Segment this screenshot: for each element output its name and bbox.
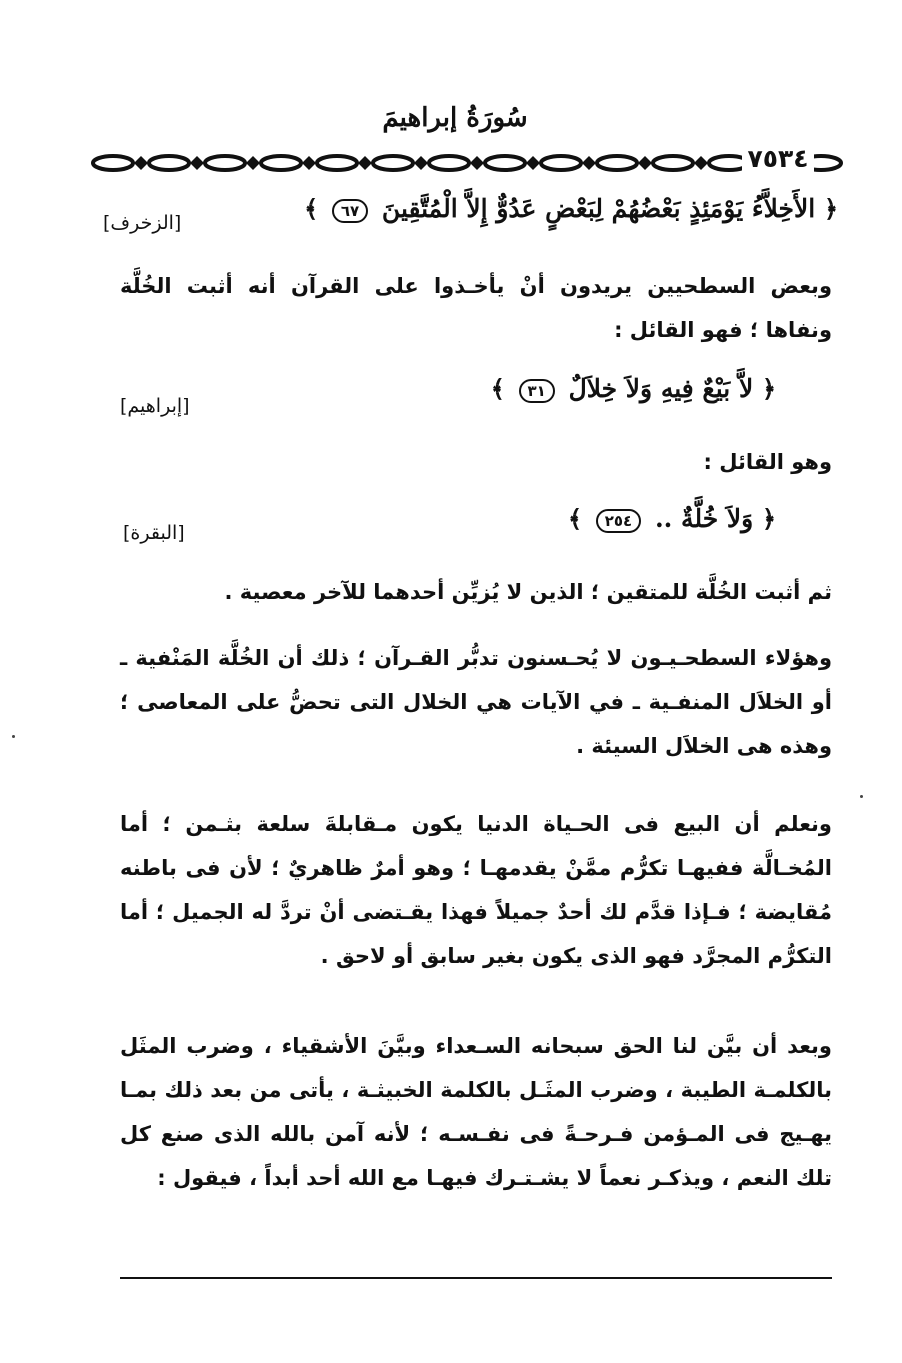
- verse-close-bracket: ﴾: [304, 195, 319, 223]
- paragraph-khulla-for-pious: ثم أثبت الخُلَّة للمتقين ؛ الذين لا يُزيِّن أحدهما للآخر معصية .: [224, 580, 832, 604]
- paragraph-superficial-claim: وبعض السطحيين يريدون أنْ يأخـذوا على القرآن أنه أثبت الخُلَّة ونفاها ؛ فهو القائل :: [120, 274, 832, 342]
- verse-number-badge: ٦٧: [332, 199, 368, 223]
- verse-open-bracket: ﴿: [761, 505, 776, 533]
- verse-close-bracket: ﴾: [567, 505, 583, 533]
- ornament-chain-divider: [88, 147, 848, 179]
- quran-verse-baqarah: [568, 504, 776, 533]
- verse-text: لاَّ بَيْعٌ فِيهِ وَلاَ خِلاَلٌ: [568, 374, 754, 403]
- quran-verse-ibrahim: [491, 374, 776, 403]
- paragraph-he-says: وهو القائل :: [703, 450, 832, 474]
- verse-text: وَلاَ خُلَّةٌ ..: [654, 504, 754, 533]
- verse-close-bracket: ﴾: [490, 375, 505, 403]
- footer-rule: [120, 1277, 832, 1279]
- quran-verse-zukhruf: [304, 194, 838, 223]
- verse-open-bracket: ﴿: [823, 195, 838, 223]
- surah-title: سُورَةُ إبراهيمَ: [382, 103, 528, 133]
- verse-number-badge: ٣١: [519, 379, 555, 403]
- verse-text: الأَخِلاَّءُ يَوْمَئِذٍ بَعْضُهُمْ لِبَعْضٍ عَدُوٌّ إِلاَّ الْمُتَّقِينَ: [381, 194, 816, 223]
- surah-reference-baqarah: [البقرة]: [123, 522, 185, 544]
- paragraph-negated-friendship: وهؤلاء السطحـيـون لا يُحـسنون تدبُّر القـرآن ؛ ذلك أن الخُلَّة المَنْفية ـ أو الخلاَل المنفـية ـ في الآيات هي الخلال التى تحضُّ على المعاصى ؛ وهذه هى الخلاَل السيئة .: [120, 646, 832, 758]
- surah-reference-zukhruf: [الزخرف]: [103, 212, 182, 234]
- verse-open-bracket: ﴿: [761, 375, 776, 403]
- paragraph-trade-and-generosity: ونعلم أن البيع فى الحـياة الدنيا يكون مـقابلةَ سلعة بثـمن ؛ أما المُخـالَّة ففيهـا تكرُّم ممَّنْ يقدمهـا ؛ وهو أمرٌ ظاهريٌ ؛ لأن فى باطنه مُقايضة ؛ فـإذا قدَّم لك أحدٌ جميلاً فهذا يقـتضى أنْ تردَّ له الجميل ؛ أما التكرُّم المجرَّد فهو الذى يكون بغير سابق أو لاحق .: [120, 812, 832, 968]
- surah-reference-ibrahim: [إبراهيم]: [120, 395, 190, 417]
- scan-speck: [12, 735, 15, 738]
- verse-number-badge: ٢٥٤: [596, 509, 641, 533]
- page-number: ٧٥٣٤: [742, 144, 814, 173]
- paragraph-blessings-intro: وبعد أن بيَّن لنا الحق سبحانه السـعداء وبيَّنَ الأشقياء ، وضرب المثَل بالكلمـة الطيبة ، وضرب المثَـل بالكلمة الخبيثـة ، يأتى من بعد ذلك بمـا يهـيج فى المـؤمن فـرحـةً فى نفـسـه ؛ لأنه آمن بالله الذى صنع كل تلك النعم ، ويذكـر نعماً لا يشـتـرك فيهـا مع الله أحد أبداً ، فيقول :: [120, 1034, 832, 1190]
- scan-speck: [860, 795, 863, 798]
